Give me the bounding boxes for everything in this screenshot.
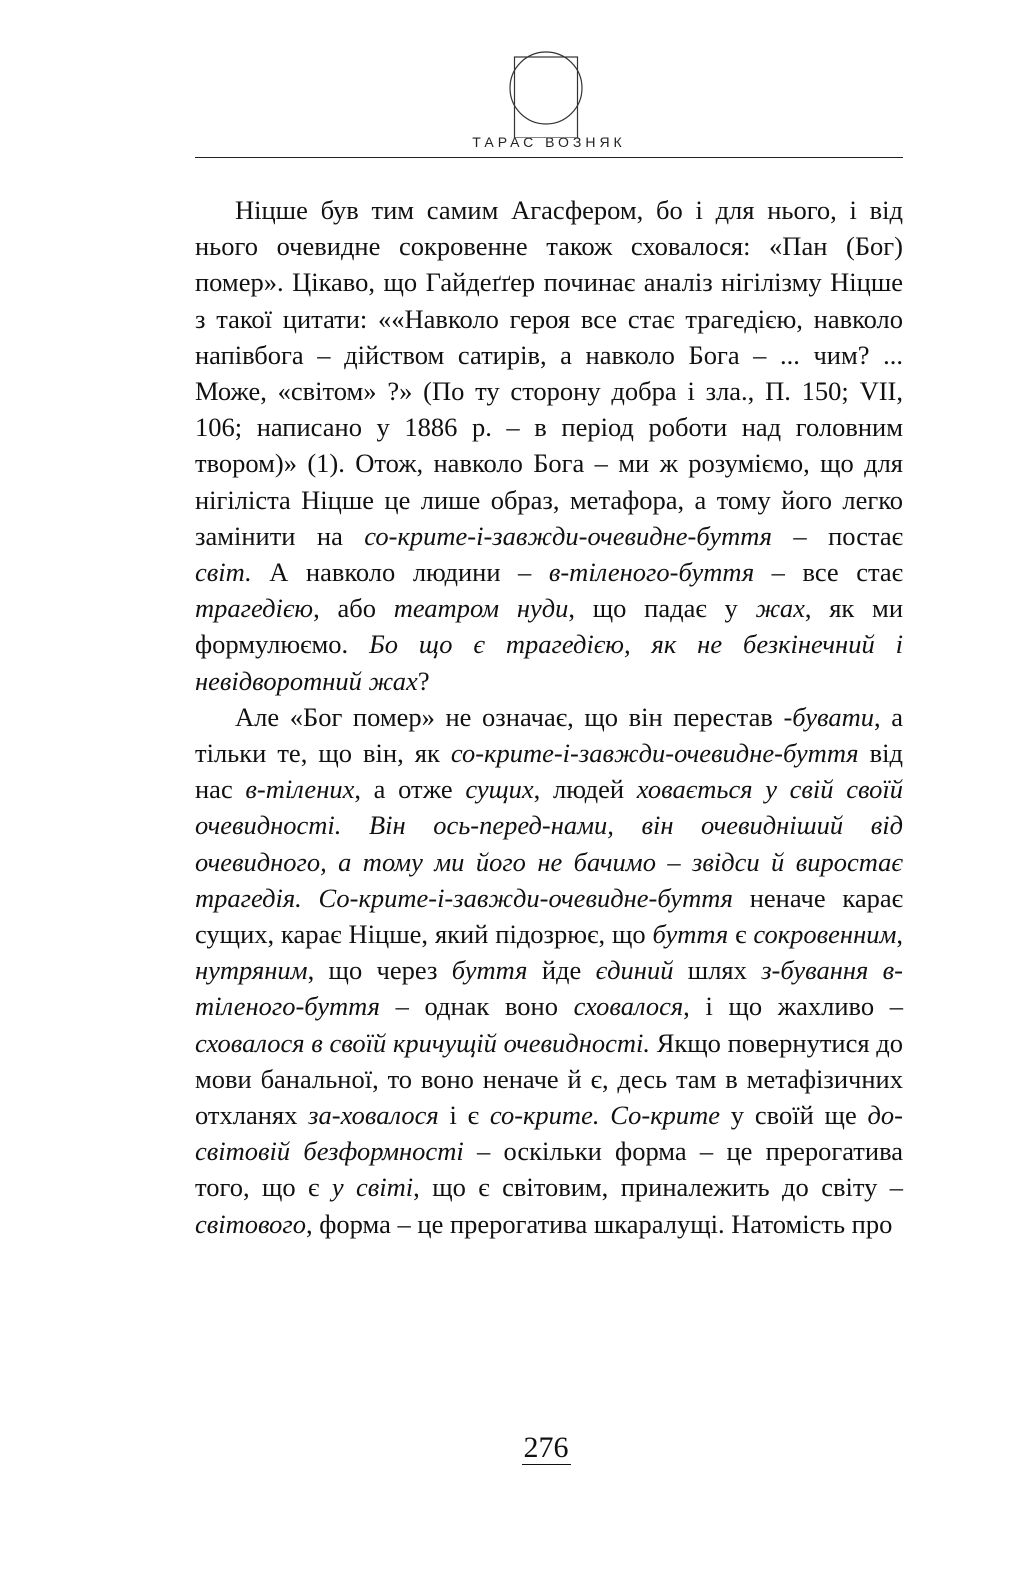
italic-text-run: у світі bbox=[331, 1172, 414, 1203]
text-run: ? bbox=[417, 665, 430, 696]
italic-text-run: со-крите-і-завжди-очевидне-буття bbox=[364, 520, 773, 551]
text-run: , або bbox=[313, 593, 394, 624]
italic-text-run: ховається у свій своїй очевидності. Він ось-перед-нами, він очевидніший від очевидного, а тому ми його не бачимо – звідси й виростає трагедія. Со-крите-і-завжди-очевидне-буття bbox=[195, 774, 903, 913]
page-number-value: 276 bbox=[523, 1431, 569, 1464]
text-run: , bbox=[896, 919, 903, 950]
italic-text-run: до-світовій безформності bbox=[195, 1100, 904, 1167]
italic-text-run: в-тіленого-буття bbox=[548, 557, 755, 588]
italic-text-run: со-крите. Со-крите bbox=[489, 1100, 720, 1131]
text-run: неначе карає сущих, карає Ніцше, який підозрює, що bbox=[195, 882, 903, 950]
italic-text-run: со-крите-і-завжди-очевидне-буття bbox=[450, 738, 859, 769]
page-number bbox=[0, 1431, 1024, 1465]
text-run: , форма – це прерогатива шкаралущі. Натомість про bbox=[306, 1208, 893, 1239]
text-run: А навколо людини – bbox=[251, 557, 549, 588]
paragraph bbox=[195, 699, 903, 1242]
italic-text-run: єдиний bbox=[595, 955, 674, 986]
text-run: , а отже bbox=[354, 774, 466, 805]
italic-text-run: жах bbox=[755, 593, 805, 624]
text-run: – все стає bbox=[754, 557, 904, 588]
text-run: , людей bbox=[533, 774, 637, 805]
text-run: Але «Бог помер» не означає, що він перестав bbox=[235, 701, 784, 732]
italic-text-run: світ. bbox=[195, 557, 252, 588]
italic-text-run: світового bbox=[195, 1208, 307, 1239]
text-run: у своїй ще bbox=[720, 1100, 868, 1131]
italic-text-run: нутряним bbox=[195, 955, 308, 986]
italic-text-run: буття bbox=[451, 955, 528, 986]
italic-text-run: сущих bbox=[465, 774, 534, 805]
text-run: , а тільки те, що він, як bbox=[195, 701, 903, 769]
text-run: йде bbox=[527, 955, 596, 986]
italic-text-run: -бувати bbox=[783, 701, 874, 732]
text-run: , що через bbox=[307, 955, 452, 986]
running-head-author: ТАРАС ВОЗНЯК bbox=[472, 134, 626, 150]
italic-text-run: з-бування в-тіленого-буття bbox=[195, 955, 903, 1022]
italic-text-run: за-ховалося bbox=[308, 1100, 439, 1131]
text-run: , що падає у bbox=[568, 593, 756, 624]
paragraph bbox=[195, 192, 903, 699]
text-run: є bbox=[728, 919, 754, 950]
italic-text-run: сокровенним bbox=[753, 919, 897, 950]
italic-text-run: сховалося в своїй кричущій очевидності. bbox=[195, 1027, 650, 1058]
text-run: Ніцше був тим самим Агасфером, бо і для нього, і від нього очевидне сокровенне також сховалося: «Пан (Бог) помер». Цікаво, що Гайдеґґер починає аналіз нігілізму Ніцше з такої цитати: ««Навколо героя все стає трагедією, навколо напівбога – дійством сатирів, а навколо Бога – ... чим? ... Може, «світом» ?» (По ту сторону добра і зла., П. 150; VII, 106; написано у 1886 р. – в період роботи над головним твором)» (1). Отож, навколо Бога – ми ж розуміємо, що для нігіліста Ніцше це лише образ, метафора, а тому його легко замінити на bbox=[195, 195, 903, 551]
italic-text-run: буття bbox=[652, 919, 729, 950]
italic-text-run: сховалося bbox=[573, 991, 684, 1022]
text-run: і є bbox=[438, 1100, 490, 1131]
text-run: – оскільки форма – це прерогатива того, що є bbox=[195, 1136, 903, 1203]
text-run: , і що жахливо – bbox=[683, 991, 903, 1022]
text-run: , що є світовим, приналежить до світу – bbox=[413, 1172, 903, 1203]
italic-text-run: трагедією bbox=[195, 593, 314, 624]
header-rule bbox=[195, 157, 903, 158]
italic-text-run: в-тілених bbox=[245, 774, 355, 805]
circle-square-emblem-icon bbox=[508, 44, 584, 138]
italic-text-run: Бо що є трагедією, як не безкінечний і невідворотний жах bbox=[195, 629, 903, 696]
body-text bbox=[195, 192, 903, 1242]
italic-text-run: театром нуди bbox=[393, 593, 569, 624]
text-run: Якщо повернутися до мови банальної, то воно неначе й є, десь там в метафізичних отхланях bbox=[195, 1027, 903, 1131]
text-run: від нас bbox=[195, 738, 904, 805]
text-run: шлях bbox=[673, 955, 762, 986]
text-run: , як ми формулюємо. bbox=[195, 593, 904, 660]
text-run: – однак воно bbox=[379, 991, 574, 1022]
text-run: – постає bbox=[772, 520, 903, 551]
